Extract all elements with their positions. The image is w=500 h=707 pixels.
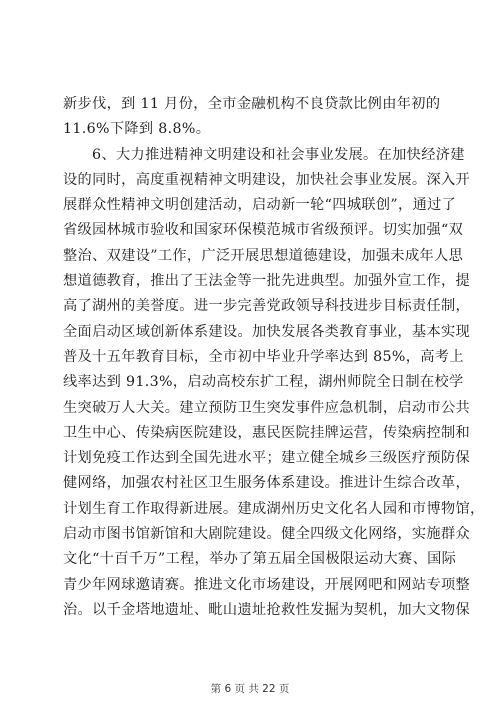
text-line: 省级园林城市验收和国家环保模范城市省级预评。切实加强“双 xyxy=(63,222,464,239)
text-line: 展群众性精神文明创建活动，启动新一轮“四城联创”，通过了 xyxy=(63,197,457,214)
page-number-footer: 第 6 页 共 22 页 xyxy=(210,683,290,695)
text-line: 计划生育工作取得新进展。建成湖州历史文化名人园和市博物馆， xyxy=(63,500,485,517)
text-line: 治。以千金塔地遗址、毗山遗址抢救性发掘为契机，加大文物保 xyxy=(63,601,471,618)
text-line: 计划免疫工作达到全国先进水平；建立健全城乡三级医疗预防保 xyxy=(63,450,471,467)
text-line: 普及十五年教育目标，全市初中毕业升学率达到 85%，高考上 xyxy=(63,348,464,365)
text-line: 全面启动区域创新体系建设。加快发展各类教育事业，基本实现 xyxy=(63,323,471,340)
text-line: 启动市图书馆新馆和大剧院建设。健全四级文化网络，实施群众 xyxy=(63,526,471,543)
text-line: 文化“十百千万”工程，举办了第五届全国极限运动大赛、国际 xyxy=(63,551,457,568)
text-line: 生突破万人大关。建立预防卫生突发事件应急机制，启动市公共 xyxy=(63,399,471,416)
body-text xyxy=(63,92,485,623)
text-line: 整治、双建设”工作，广泛开展思想道德建设，加强未成年人思 xyxy=(63,247,464,264)
text-line: 线率达到 91.3%，启动高校东扩工程，湖州师院全日制在校学 xyxy=(63,374,464,391)
text-line: 11.6%下降到 8.8%。 xyxy=(63,121,211,138)
text-line: 设的同时，高度重视精神文明建设，加快社会事业发展。深入开 xyxy=(63,171,471,188)
text-line: 卫生中心、传染病医院建设，惠民医院挂牌运营，传染病控制和 xyxy=(63,424,471,441)
text-line: 健网络，加强农村社区卫生服务体系建设。推进计生综合改革， xyxy=(63,475,471,492)
paragraph-start-line: 6、大力推进精神文明建设和社会事业发展。在加快经济建 xyxy=(92,146,465,163)
text-line: 想道德教育，推出了王法金等一批先进典型。加强外宣工作，提 xyxy=(63,273,471,290)
text-line: 高了湖州的美誉度。进一步完善党政领导科技进步目标责任制， xyxy=(63,298,471,315)
text-line: 新步伐，到 11 月份，全市金融机构不良贷款比例由年初的 xyxy=(63,96,441,112)
text-line: 青少年网球邀请赛。推进文化市场建设，开展网吧和网站专项整 xyxy=(63,576,471,593)
